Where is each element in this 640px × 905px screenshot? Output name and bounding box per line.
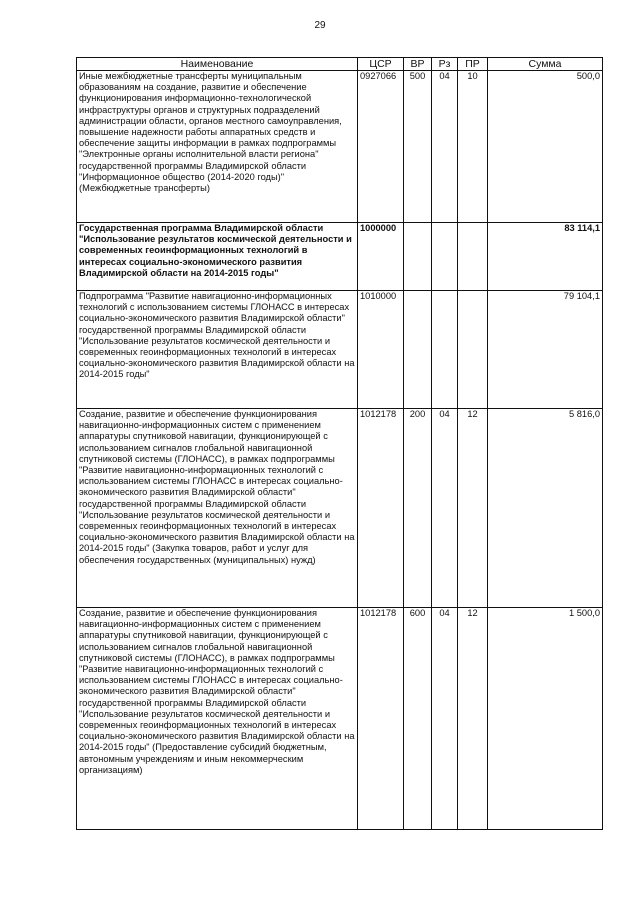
table-row <box>77 291 603 409</box>
table-row <box>77 409 603 608</box>
page-number: 29 <box>314 20 326 31</box>
row-rz: 04 <box>432 71 458 223</box>
header-csr: ЦСР <box>358 58 404 71</box>
table-header-row <box>77 58 603 71</box>
table-row <box>77 608 603 830</box>
row-csr: 1000000 <box>358 223 404 291</box>
row-rz: 04 <box>432 608 458 830</box>
row-pr: 12 <box>458 608 488 830</box>
row-rz: 04 <box>432 409 458 608</box>
row-vr <box>404 291 432 409</box>
row-csr: 0927066 <box>358 71 404 223</box>
row-sum: 1 500,0 <box>488 608 603 830</box>
row-vr: 200 <box>404 409 432 608</box>
row-name: Создание, развитие и обеспечение функционирования навигационно-информационных систем с применением аппаратуры спутниковой навигации, функционирующей с использованием сигналов глобальной навигационной спутниковой системы (ГЛОНАСС), в рамках подпрограммы "Развитие навигационно-информационных технологий с использованием системы ГЛОНАСС в интересах социально-экономического развития Владимирской области" государственной программы Владимирской области "Использование результатов космической деятельности и современных геоинформационных технологий в интересах социально-экономического развития Владимирской области на 2014-2015 годы" (Закупка товаров, работ и услуг для обеспечения государственных (муниципальных) нужд) <box>77 409 358 608</box>
header-rz: Рз <box>432 58 458 71</box>
header-pr: ПР <box>458 58 488 71</box>
row-name: Иные межбюджетные трансферты муниципальным образованиям на создание, развитие и обеспечение функционирования информационно-технологической инфраструктуры органов и структурных подразделений администрации области, органов местного самоуправления, повышение надежности работы аппаратных средств и обеспечение защиты информации в рамках подпрограммы "Электронные органы исполнительной власти региона" государственной программы Владимирской области "Информационное общество (2014-2020 годы)" (Межбюджетные трансферты) <box>77 71 358 223</box>
row-csr: 1012178 <box>358 409 404 608</box>
row-sum: 5 816,0 <box>488 409 603 608</box>
header-vr: ВР <box>404 58 432 71</box>
header-sum: Сумма <box>488 58 603 71</box>
row-pr <box>458 291 488 409</box>
row-sum: 79 104,1 <box>488 291 603 409</box>
row-csr: 1012178 <box>358 608 404 830</box>
row-vr: 600 <box>404 608 432 830</box>
row-rz <box>432 223 458 291</box>
row-sum: 500,0 <box>488 71 603 223</box>
row-sum: 83 114,1 <box>488 223 603 291</box>
row-rz <box>432 291 458 409</box>
row-vr: 500 <box>404 71 432 223</box>
header-name: Наименование <box>77 58 358 71</box>
row-pr: 10 <box>458 71 488 223</box>
table-row <box>77 223 603 291</box>
row-name: Создание, развитие и обеспечение функционирования навигационно-информационных систем с применением аппаратуры спутниковой навигации, функционирующей с использованием сигналов глобальной навигационной спутниковой системы (ГЛОНАСС), в рамках подпрограммы "Развитие навигационно-информационных технологий с использованием системы ГЛОНАСС в интересах социально-экономического развития Владимирской области" государственной программы Владимирской области "Использование результатов космической деятельности и современных геоинформационных технологий в интересах социально-экономического развития Владимирской области на 2014-2015 годы" (Предоставление субсидий бюджетным, автономным учреждениям и иным некоммерческим организациям) <box>77 608 358 830</box>
row-name: Подпрограмма "Развитие навигационно-информационных технологий с использованием системы ГЛОНАСС в интересах социально-экономического развития Владимирской области" государственной программы Владимирской области "Использование результатов космической деятельности и современных геоинформационных технологий в интересах социально-экономического развития Владимирской области на 2014-2015 годы" <box>77 291 358 409</box>
row-csr: 1010000 <box>358 291 404 409</box>
row-pr: 12 <box>458 409 488 608</box>
budget-table <box>76 57 603 830</box>
table-row <box>77 71 603 223</box>
row-vr <box>404 223 432 291</box>
row-name: Государственная программа Владимирской области "Использование результатов космической деятельности и современных геоинформационных технологий в интересах социально-экономического развития Владимирской области на 2014-2015 годы" <box>77 223 358 291</box>
row-pr <box>458 223 488 291</box>
